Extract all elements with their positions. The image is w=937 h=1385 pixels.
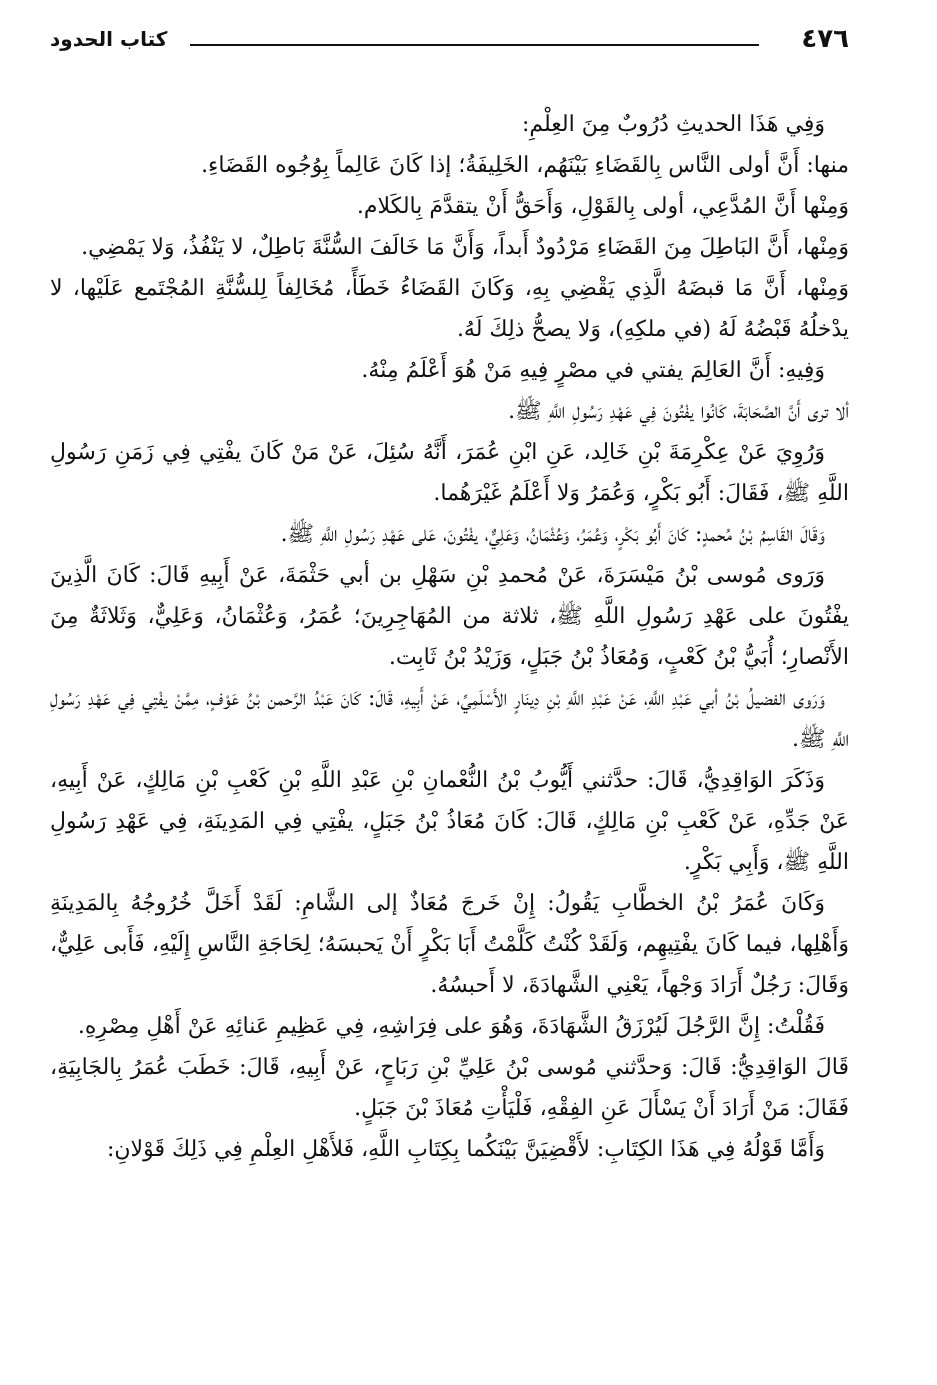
paragraph: وَكَانَ عُمَرُ بْنُ الخطَّابِ يَقُولُ: إِنْ خَرجَ مُعَاذٌ إلى الشَّامِ: لَقَدْ أَخَلَّ خُرُوجُهُ بِالمَدِينَةِ وَأَهْلِها، فيما كَانَ يفْتِيهِم، وَلَقَدْ كُنْتُ كَلَّمْتُ أَبَا بَكْرٍ أَنْ يَحبسَهُ؛ لِحَاجَةِ النَّاسِ إِلَيْهِ، فَأَبى عَلِيٌّ، وَقَالَ: رَجُلٌ أَرَادَ وَجْهاً، يَعْنِي الشَّهادَةَ، لا أَحبسُهُ. <box>50 891 850 998</box>
body-text <box>50 104 849 1170</box>
paragraph: وَمِنْها أَنَّ المُدَّعِي، أولى بِالقَوْلِ، وَأَحَقُّ أَنْ يتقدَّمَ بِالكَلام. <box>356 194 849 219</box>
paragraph: وَرَوى مُوسى بْنُ مَيْسَرَةَ، عَنْ مُحمدِ بْنِ سَهْلِ بن أبي حَثْمَةَ، عَنْ أَبِيهِ قَالَ: كَانَ الَّذِينَ يفْتُونَ على عَهْدِ رَسُولِ اللَّهِ ﷺ، ثلاثة من المُهَاجِرِينَ؛ عُمَرُ، وَعُثْمَانُ، وَعَلِيٌّ، وَثَلاثَةٌ مِنَ الأَنْصارِ؛ أُبَيُّ بْنُ كَعْبٍ، وَمُعَاذُ بْنُ جَبَلٍ، وَزَيْدُ بْنُ ثَابِت. <box>50 563 849 670</box>
page-header <box>50 24 849 60</box>
paragraph: فَقُلْتُ: إِنَّ الرَّجُلَ لَيُرْزَقُ الشَّهَادَةَ، وَهُوَ على فِرَاشِهِ، فِي عَظِيمِ عَنائِهِ عَنْ أَهْلِ مِصْرِهِ. <box>77 1014 825 1039</box>
header-rule <box>190 44 759 46</box>
paragraph: وَمِنْها، أَنَّ البَاطِلَ مِنَ القَضَاءِ مَرْدُودٌ أَبداً، وَأَنَّ مَا خَالَفَ السُّنَّةَ بَاطِلٌ، لا يَنْفُذُ، وَلا يَمْضِي. <box>81 235 849 260</box>
page-number: ٤٧٦ <box>801 24 849 54</box>
paragraph: قَالَ الوَاقِدِيُّ: قَالَ: وَحدَّثني مُوسى بْنُ عَلِيِّ بْنِ رَبَاحٍ، عَنْ أَبِيهِ، قَالَ: خَطَبَ عُمَرُ بِالجَابِيَةِ، فَقَالَ: مَنْ أَرَادَ أَنْ يَسْأَلَ عَنِ الفِقْهِ، فَلْيَأْتِ مُعَاذَ بْنَ جَبَلٍ. <box>50 1055 849 1121</box>
paragraph: وَقَالَ القَاسِمُ بْنُ مُحمدٍ: كَانَ أَبُو بَكْرٍ، وَعُمَرُ، وَعُثْمَانُ، وَعَلِيٌّ، يفْتُونَ، عَلى عَهْدِ رَسُولِ اللَّهِ ﷺ. <box>280 522 825 547</box>
paragraph: وَذَكَرَ الوَاقِدِيُّ، قَالَ: حدَّثني أَيُّوبُ بْنُ النُّعْمانِ بْنِ عَبْدِ اللَّهِ بْنِ كَعْبِ بْنِ مَالِكٍ، عَنْ أَبِيهِ، عَنْ جَدِّهِ، عَنْ كَعْبِ بْنِ مَالِكٍ، قَالَ: كَانَ مُعَاذُ بْنُ جَبَلٍ، يفْتِي فِي المَدِينَةِ، فِي عَهْدِ رَسُولِ اللَّهِ ﷺ، وَأَبِي بَكْرٍ. <box>50 768 849 875</box>
paragraph: منها: أَنَّ أولى النَّاس بِالقَضَاءِ بَيْنَهُم، الخَلِيفَةُ؛ إذا كَانَ عَالِماً بِوُجُوه القَضَاءِ. <box>201 153 849 178</box>
paragraph: وَفِيهِ: أَنَّ العَالِمَ يفتي في مصْرٍ فِيهِ مَنْ هُوَ أَعْلَمُ مِنْهُ. <box>361 358 825 383</box>
paragraph: وَأَمَّا قَوْلُهُ فِي هَذَا الكِتَابِ: لأَقْضِيَنَّ بَيْنَكُما بِكِتَابِ اللَّهِ، فَلأَهْلِ العِلْمِ فِي ذَلِكَ قَوْلانِ: <box>106 1137 825 1162</box>
paragraph: وَمِنْها، أَنَّ مَا قبضَهُ الَّذِي يَقْضِي بِهِ، وَكَانَ القَضَاءُ خَطَأً، مُخَالِفاً لِلسُّنَّةِ المُجْتَمع عَلَيْها، لا يدْخلُهُ قَبْضُهُ لَهُ (في ملكِهِ)، وَلا يصحُّ ذلِكَ لَهُ. <box>50 276 849 342</box>
paragraph: ألا ترى أَنَّ الصَّحَابَةَ، كَانُوا يفْتُونَ فِي عَهْدِ رَسُولِ اللَّهِ ﷺ. <box>508 399 849 424</box>
paragraph: وَرُوِيَ عَنْ عِكْرِمَةَ بْنِ خَالِد، عَنِ ابْنِ عُمَرَ، أَنَّهُ سُئِلَ، عَنْ مَنْ كَانَ يفْتِي فِي زَمَنِ رَسُولِ اللَّهِ ﷺ، فَقَالَ: أَبُو بَكْرٍ، وَعُمَرُ وَلا أَعْلَمُ غَيْرَهُما. <box>50 440 849 506</box>
paragraph: وَفِي هَذَا الحديثِ دُرُوبٌ مِنَ العِلْمِ: <box>521 112 825 137</box>
running-title: كتاب الحدود <box>50 27 168 51</box>
paragraph: وَرَوى الفضيلُ بْنُ أبي عَبْدِ اللَّهِ، عَنْ عَبْدِ اللَّهِ بْنِ دِينَارٍ الأَسْلَمِيِّ، عَنْ أَبِيهِ، قَالَ: كَانَ عَبْدُ الرَّحمن بْنُ عَوْفٍ، مِمَّنْ يفْتِي فِي عَهْدِ رَسُولِ اللَّهِ ﷺ. <box>50 686 849 752</box>
